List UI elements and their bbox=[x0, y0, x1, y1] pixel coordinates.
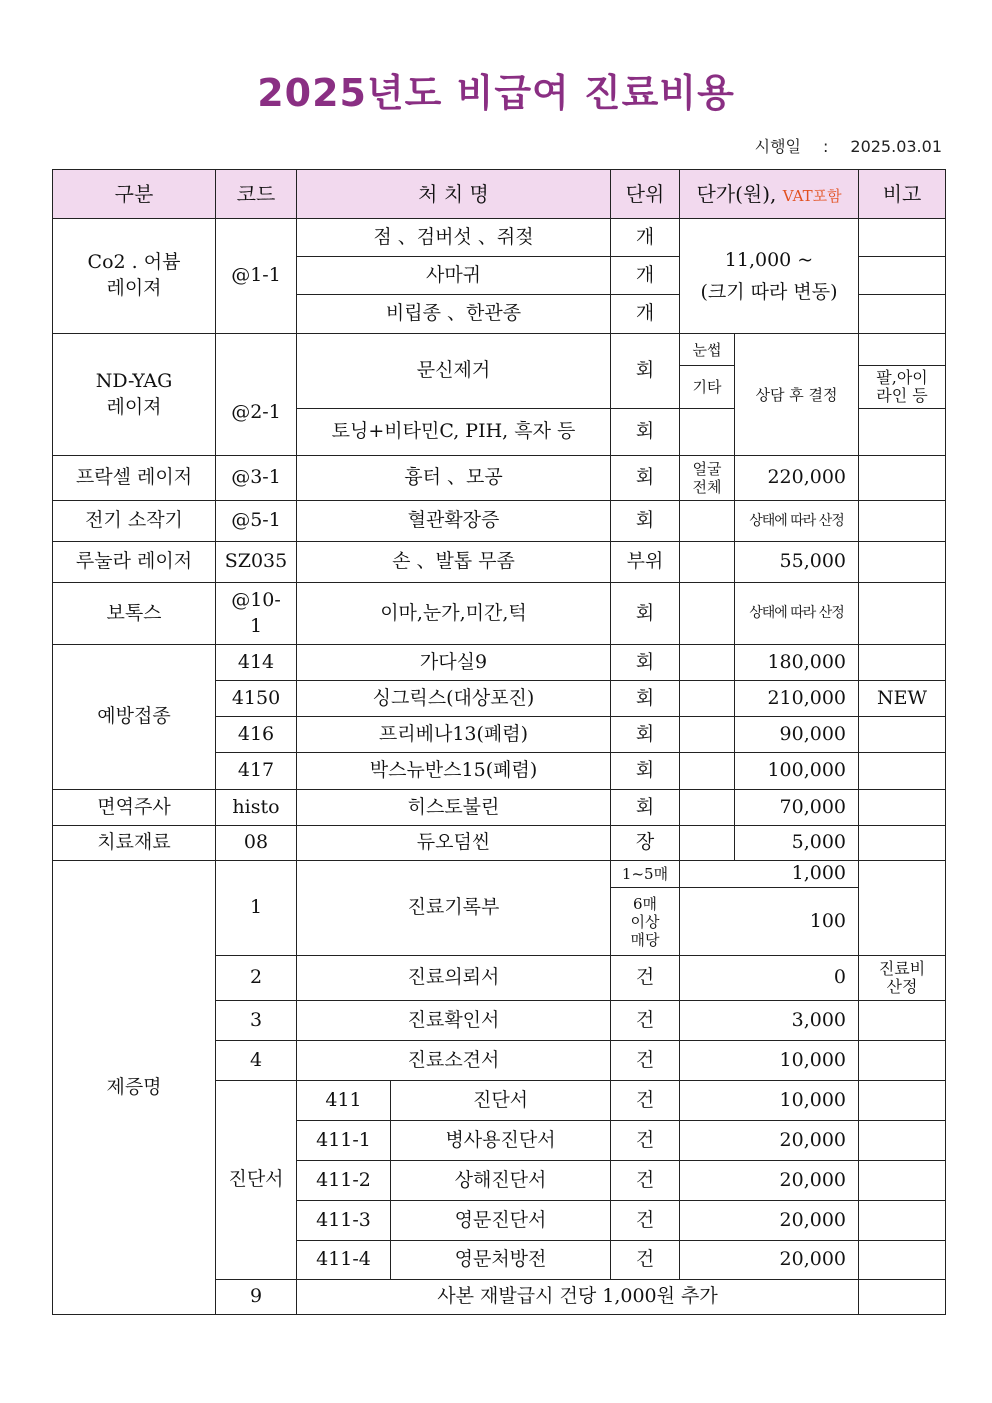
referral-remark: 진료비 산정 bbox=[859, 956, 946, 1001]
vaccine-unit: 회 bbox=[611, 717, 680, 753]
material-code: 08 bbox=[216, 826, 297, 861]
record-unit-2: 6매 이상 매당 bbox=[611, 888, 680, 956]
effective-date-value: 2025.03.01 bbox=[850, 137, 942, 156]
material-sub bbox=[680, 826, 735, 861]
ndyag-category: ND-YAG 레이져 bbox=[53, 334, 216, 456]
referral-code: 2 bbox=[216, 956, 297, 1001]
co2-price: 11,000 ~ (크기 따라 변동) bbox=[680, 219, 859, 334]
botox-remark bbox=[859, 583, 946, 645]
header-procedure: 처 치 명 bbox=[297, 170, 611, 219]
header-price-label: 단가(원), bbox=[696, 181, 777, 206]
vaccine-sub bbox=[680, 681, 735, 717]
table-row bbox=[53, 501, 946, 542]
header-category: 구분 bbox=[53, 170, 216, 219]
diagnosis-price: 10,000 bbox=[680, 1081, 859, 1121]
diagnosis-code: 411-2 bbox=[297, 1161, 391, 1201]
co2-item-unit: 개 bbox=[611, 219, 680, 257]
vaccine-remark bbox=[859, 717, 946, 753]
vaccine-code: 4150 bbox=[216, 681, 297, 717]
immune-name: 히스토불린 bbox=[297, 790, 611, 826]
lunula-code: SZ035 bbox=[216, 542, 297, 583]
diagnosis-price: 20,000 bbox=[680, 1161, 859, 1201]
immune-unit: 회 bbox=[611, 790, 680, 826]
diagnosis-remark bbox=[859, 1241, 946, 1280]
material-remark bbox=[859, 826, 946, 861]
cautery-sub bbox=[680, 501, 735, 542]
immune-code: histo bbox=[216, 790, 297, 826]
vaccine-price: 180,000 bbox=[735, 645, 859, 681]
record-price-2: 100 bbox=[680, 888, 859, 956]
fraxel-unit: 회 bbox=[611, 456, 680, 501]
vaccine-sub bbox=[680, 717, 735, 753]
lunula-name: 손 、발톱 무좀 bbox=[297, 542, 611, 583]
confirm-unit: 건 bbox=[611, 1001, 680, 1041]
material-unit: 장 bbox=[611, 826, 680, 861]
vaccine-code: 416 bbox=[216, 717, 297, 753]
vaccine-category: 예방접종 bbox=[53, 645, 216, 790]
cert-category: 제증명 bbox=[53, 861, 216, 1315]
effective-date bbox=[755, 134, 942, 157]
ndyag-item-name: 토닝+비타민C, PIH, 흑자 등 bbox=[297, 409, 611, 456]
vaccine-code: 414 bbox=[216, 645, 297, 681]
cautery-name: 혈관확장증 bbox=[297, 501, 611, 542]
table-row bbox=[53, 334, 946, 366]
diagnosis-unit: 건 bbox=[611, 1081, 680, 1121]
co2-item-unit: 개 bbox=[611, 257, 680, 295]
vaccine-unit: 회 bbox=[611, 753, 680, 790]
opinion-remark bbox=[859, 1041, 946, 1081]
lunula-remark bbox=[859, 542, 946, 583]
reissue-note: 사본 재발급시 건당 1,000원 추가 bbox=[297, 1280, 859, 1315]
ndyag-item-name: 문신제거 bbox=[297, 334, 611, 409]
diagnosis-code: 411-4 bbox=[297, 1241, 391, 1280]
botox-category: 보톡스 bbox=[53, 583, 216, 645]
immune-price: 70,000 bbox=[735, 790, 859, 826]
referral-unit: 건 bbox=[611, 956, 680, 1001]
vaccine-name: 가다실9 bbox=[297, 645, 611, 681]
vaccine-sub bbox=[680, 645, 735, 681]
ndyag-remark: 팔,아이 라인 등 bbox=[859, 366, 946, 409]
diagnosis-remark bbox=[859, 1201, 946, 1241]
header-row bbox=[53, 170, 946, 219]
header-code: 코드 bbox=[216, 170, 297, 219]
diagnosis-group-label: 진단서 bbox=[216, 1081, 297, 1280]
cautery-remark bbox=[859, 501, 946, 542]
fraxel-remark bbox=[859, 456, 946, 501]
immune-category: 면역주사 bbox=[53, 790, 216, 826]
reissue-code: 9 bbox=[216, 1280, 297, 1315]
confirm-price: 3,000 bbox=[680, 1001, 859, 1041]
cautery-category: 전기 소작기 bbox=[53, 501, 216, 542]
diagnosis-remark bbox=[859, 1081, 946, 1121]
lunula-price: 55,000 bbox=[735, 542, 859, 583]
vaccine-price: 90,000 bbox=[735, 717, 859, 753]
record-price-1: 1,000 bbox=[680, 861, 859, 888]
header-vat: VAT포함 bbox=[782, 186, 842, 205]
ndyag-sub-other: 기타 bbox=[680, 366, 735, 409]
opinion-code: 4 bbox=[216, 1041, 297, 1081]
record-unit-1: 1~5매 bbox=[611, 861, 680, 888]
opinion-price: 10,000 bbox=[680, 1041, 859, 1081]
confirm-remark bbox=[859, 1001, 946, 1041]
material-name: 듀오덤씬 bbox=[297, 826, 611, 861]
vaccine-remark bbox=[859, 753, 946, 790]
fee-table bbox=[52, 169, 946, 1315]
ndyag-remark-empty bbox=[859, 409, 946, 456]
ndyag-sub-eyebrow: 눈썹 bbox=[680, 334, 735, 366]
botox-price: 상태에 따라 산정 bbox=[735, 583, 859, 645]
cautery-unit: 회 bbox=[611, 501, 680, 542]
table-row bbox=[53, 542, 946, 583]
diagnosis-name: 영문처방전 bbox=[391, 1241, 611, 1280]
vaccine-code: 417 bbox=[216, 753, 297, 790]
diagnosis-price: 20,000 bbox=[680, 1201, 859, 1241]
ndyag-remark bbox=[859, 334, 946, 366]
reissue-remark bbox=[859, 1280, 946, 1315]
co2-item-unit: 개 bbox=[611, 295, 680, 334]
ndyag-item-unit: 회 bbox=[611, 334, 680, 409]
table-row bbox=[53, 826, 946, 861]
page-title: 2025년도 비급여 진료비용 bbox=[257, 71, 735, 115]
record-remark bbox=[859, 861, 946, 956]
co2-item-name: 사마귀 bbox=[297, 257, 611, 295]
table-row bbox=[53, 645, 946, 681]
material-price: 5,000 bbox=[735, 826, 859, 861]
record-name: 진료기록부 bbox=[297, 861, 611, 956]
co2-remark bbox=[859, 257, 946, 295]
botox-unit: 회 bbox=[611, 583, 680, 645]
header-unit: 단위 bbox=[611, 170, 680, 219]
fraxel-category: 프락셀 레이저 bbox=[53, 456, 216, 501]
diagnosis-name: 진단서 bbox=[391, 1081, 611, 1121]
cautery-code: @5-1 bbox=[216, 501, 297, 542]
ndyag-item-unit: 회 bbox=[611, 409, 680, 456]
botox-name: 이마,눈가,미간,턱 bbox=[297, 583, 611, 645]
table-row bbox=[53, 456, 946, 501]
diagnosis-price: 20,000 bbox=[680, 1241, 859, 1280]
lunula-sub bbox=[680, 542, 735, 583]
botox-code: @10- 1 bbox=[216, 583, 297, 645]
fraxel-code: @3-1 bbox=[216, 456, 297, 501]
ndyag-sub-empty bbox=[680, 409, 735, 456]
diagnosis-name: 상해진단서 bbox=[391, 1161, 611, 1201]
immune-remark bbox=[859, 790, 946, 826]
vaccine-remark: NEW bbox=[859, 681, 946, 717]
diagnosis-code: 411-1 bbox=[297, 1121, 391, 1161]
table-row bbox=[53, 790, 946, 826]
diagnosis-remark bbox=[859, 1121, 946, 1161]
co2-item-name: 비립종 、한관종 bbox=[297, 295, 611, 334]
opinion-unit: 건 bbox=[611, 1041, 680, 1081]
botox-sub bbox=[680, 583, 735, 645]
diagnosis-remark bbox=[859, 1161, 946, 1201]
diagnosis-price: 20,000 bbox=[680, 1121, 859, 1161]
header-price bbox=[680, 170, 859, 219]
effective-separator: : bbox=[823, 137, 829, 156]
vaccine-sub bbox=[680, 753, 735, 790]
lunula-category: 루눌라 레이저 bbox=[53, 542, 216, 583]
referral-price: 0 bbox=[680, 956, 859, 1001]
ndyag-code: @2-1 bbox=[216, 334, 297, 456]
vaccine-unit: 회 bbox=[611, 645, 680, 681]
diagnosis-unit: 건 bbox=[611, 1241, 680, 1280]
cautery-price: 상태에 따라 산정 bbox=[735, 501, 859, 542]
diagnosis-unit: 건 bbox=[611, 1121, 680, 1161]
co2-code: @1-1 bbox=[216, 219, 297, 334]
co2-remark bbox=[859, 295, 946, 334]
record-code: 1 bbox=[216, 861, 297, 956]
co2-remark bbox=[859, 219, 946, 257]
table-row bbox=[53, 219, 946, 257]
diagnosis-unit: 건 bbox=[611, 1201, 680, 1241]
table-row bbox=[53, 861, 946, 888]
co2-category: Co2 . 어븀 레이져 bbox=[53, 219, 216, 334]
referral-name: 진료의뢰서 bbox=[297, 956, 611, 1001]
diagnosis-code: 411 bbox=[297, 1081, 391, 1121]
diagnosis-unit: 건 bbox=[611, 1161, 680, 1201]
fraxel-name: 흉터 、모공 bbox=[297, 456, 611, 501]
vaccine-price: 210,000 bbox=[735, 681, 859, 717]
vaccine-name: 싱그릭스(대상포진) bbox=[297, 681, 611, 717]
co2-item-name: 점 、검버섯 、쥐젖 bbox=[297, 219, 611, 257]
effective-label: 시행일 bbox=[754, 137, 801, 156]
header-remark: 비고 bbox=[859, 170, 946, 219]
fraxel-sub: 얼굴 전체 bbox=[680, 456, 735, 501]
vaccine-remark bbox=[859, 645, 946, 681]
vaccine-unit: 회 bbox=[611, 681, 680, 717]
immune-sub bbox=[680, 790, 735, 826]
confirm-name: 진료확인서 bbox=[297, 1001, 611, 1041]
confirm-code: 3 bbox=[216, 1001, 297, 1041]
diagnosis-code: 411-3 bbox=[297, 1201, 391, 1241]
vaccine-name: 프리베나13(폐렴) bbox=[297, 717, 611, 753]
ndyag-price: 상담 후 결정 bbox=[735, 334, 859, 456]
vaccine-price: 100,000 bbox=[735, 753, 859, 790]
lunula-unit: 부위 bbox=[611, 542, 680, 583]
diagnosis-name: 병사용진단서 bbox=[391, 1121, 611, 1161]
table-row bbox=[53, 583, 946, 645]
material-category: 치료재료 bbox=[53, 826, 216, 861]
vaccine-name: 박스뉴반스15(폐렴) bbox=[297, 753, 611, 790]
fraxel-price: 220,000 bbox=[735, 456, 859, 501]
diagnosis-name: 영문진단서 bbox=[391, 1201, 611, 1241]
opinion-name: 진료소견서 bbox=[297, 1041, 611, 1081]
